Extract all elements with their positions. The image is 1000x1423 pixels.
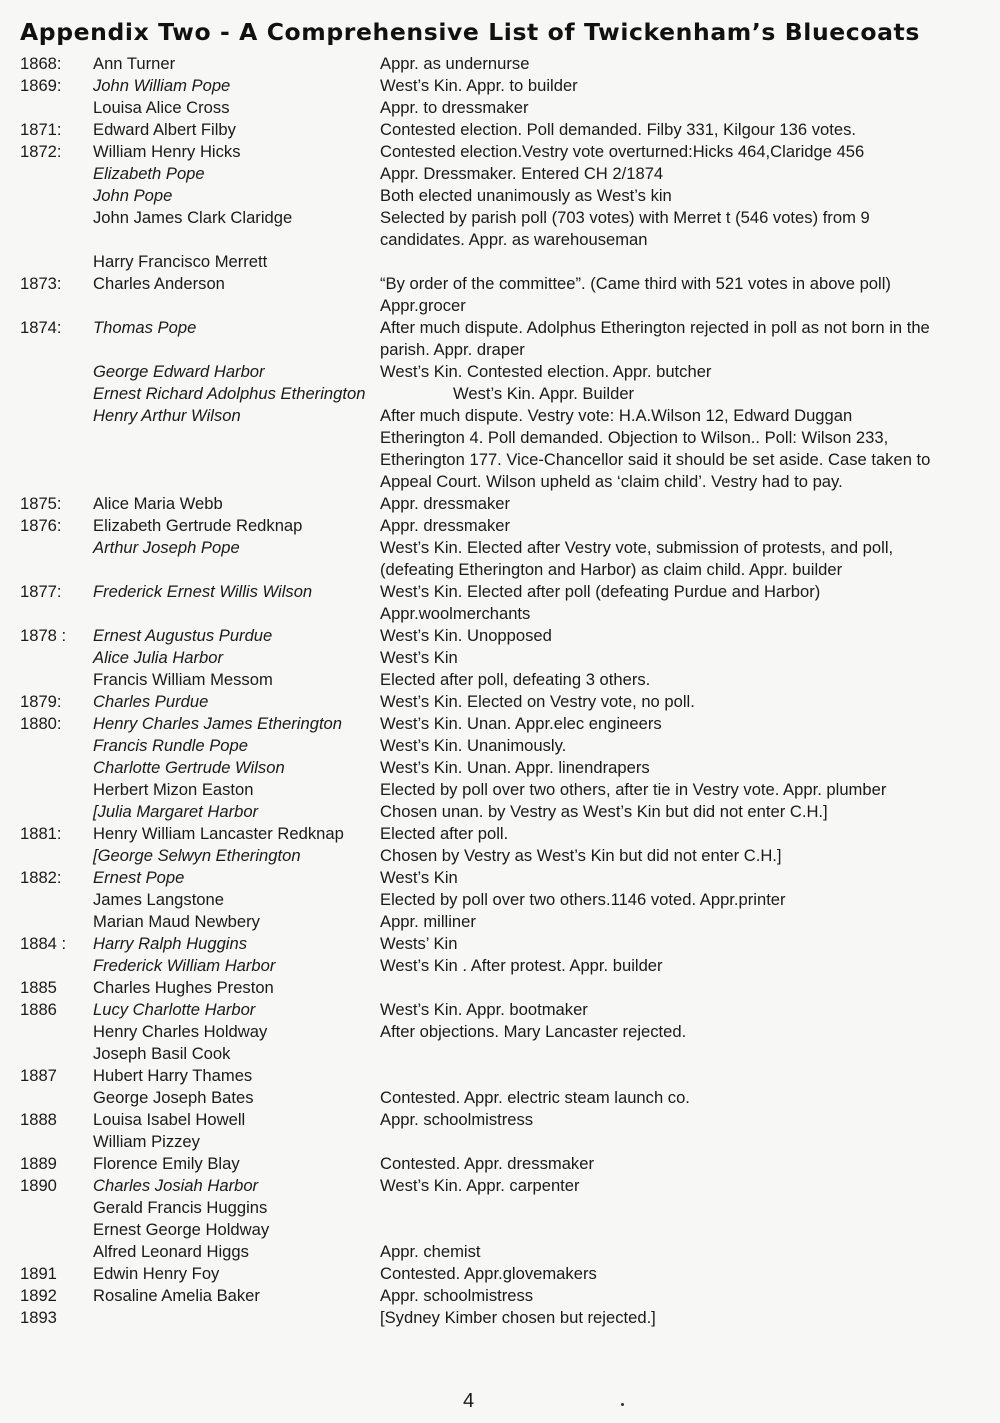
list-item [0, 581, 1000, 625]
entry-note: [Sydney Kimber chosen but rejected.] [380, 1308, 656, 1327]
entry-name: Ernest Pope [93, 868, 185, 887]
list-item [0, 691, 1000, 713]
list-item [0, 713, 1000, 735]
entry-name: Henry Charles Holdway [93, 1022, 268, 1041]
entry-name: Thomas Pope [93, 318, 197, 337]
list-item [0, 999, 1000, 1021]
entry-year: 1893 [20, 1308, 57, 1327]
bluecoats-list [0, 53, 1000, 1329]
entry-name: Ernest Augustus Purdue [93, 626, 273, 645]
entry-name: Harry Francisco Merrett [93, 252, 268, 271]
entry-name: Marian Maud Newbery [93, 912, 260, 931]
entry-name: Harry Ralph Huggins [93, 934, 248, 953]
entry-name: Louisa Isabel Howell [93, 1110, 246, 1129]
list-item [0, 515, 1000, 537]
entry-year: 1885 [20, 978, 57, 997]
page-title: Appendix Two - A Comprehensive List of Twickenham’s Bluecoats [20, 18, 920, 46]
list-item [0, 537, 1000, 581]
entry-note: West’s Kin [380, 648, 458, 667]
entry-year: 1890 [20, 1176, 57, 1195]
entry-note: “By order of the committee”. (Came third with 521 votes in above poll) Appr.grocer [380, 274, 891, 315]
entry-name: William Henry Hicks [93, 142, 241, 161]
entry-year: 1889 [20, 1154, 57, 1173]
entry-name: Elizabeth Gertrude Redknap [93, 516, 303, 535]
entry-year: 1892 [20, 1286, 57, 1305]
entry-note: Appr. milliner [380, 912, 476, 931]
entry-name: William Pizzey [93, 1132, 200, 1151]
entry-note [380, 1065, 935, 1087]
entry-name: James Langstone [93, 890, 224, 909]
entry-year: 1878 : [20, 626, 67, 645]
entry-note: Appr. dressmaker [380, 494, 511, 513]
list-item [0, 361, 1000, 383]
entry-note: West’s Kin. Unopposed [380, 626, 552, 645]
entry-note [380, 1131, 935, 1153]
entry-name: Alfred Leonard Higgs [93, 1242, 249, 1261]
entry-note [380, 1043, 935, 1065]
entry-name: Hubert Harry Thames [93, 1066, 253, 1085]
entry-note: Elected by poll over two others.1146 voted. Appr.printer [380, 890, 786, 909]
list-item [0, 53, 1000, 75]
entry-name: Frederick William Harbor [93, 956, 276, 975]
entry-year: 1877: [20, 582, 62, 601]
list-item [0, 1109, 1000, 1131]
entry-name: Edward Albert Filby [93, 120, 236, 139]
entry-note: Contested. Appr.glovemakers [380, 1264, 597, 1283]
entry-name: [George Selwyn Etherington [93, 846, 301, 865]
list-item [0, 207, 1000, 251]
entry-year: 1888 [20, 1110, 57, 1129]
entry-name: Charles Hughes Preston [93, 978, 274, 997]
list-item [0, 625, 1000, 647]
list-item [0, 1153, 1000, 1175]
entry-name: Arthur Joseph Pope [93, 538, 240, 557]
entry-year: 1868: [20, 54, 62, 73]
entry-note: Appr. as undernurse [380, 54, 530, 73]
list-item [0, 647, 1000, 669]
list-item [0, 1241, 1000, 1263]
list-item [0, 1043, 1000, 1065]
list-item [0, 669, 1000, 691]
entry-note: Chosen by Vestry as West’s Kin but did not enter C.H.] [380, 846, 782, 865]
entry-name: Henry Charles James Etherington [93, 714, 343, 733]
entry-note [380, 1197, 935, 1219]
entry-note [380, 251, 935, 273]
entry-name: Herbert Mizon Easton [93, 780, 254, 799]
list-item [0, 955, 1000, 977]
entry-name: John Pope [93, 186, 173, 205]
list-item [0, 1307, 1000, 1329]
entry-year: 1881: [20, 824, 62, 843]
entry-note: Appr. schoolmistress [380, 1286, 534, 1305]
list-item [0, 735, 1000, 757]
list-item [0, 493, 1000, 515]
entry-note: West’s Kin. Unan. Appr. linendrapers [380, 758, 650, 777]
entry-name: Ann Turner [93, 54, 176, 73]
entry-name: John William Pope [93, 76, 231, 95]
entry-year: 1874: [20, 318, 62, 337]
entry-note: West’s Kin. Elected after Vestry vote, submission of protests, and poll, (defeating Etherington and Harbor) as claim child. Appr. builder [380, 538, 894, 579]
list-item [0, 911, 1000, 933]
entry-note: Appr. dressmaker [380, 516, 511, 535]
entry-note: Elected after poll, defeating 3 others. [380, 670, 651, 689]
list-item [0, 75, 1000, 97]
list-item [0, 845, 1000, 867]
page-number: 4 [463, 1390, 475, 1412]
entry-year: 1887 [20, 1066, 57, 1085]
entry-note: West’s Kin. Elected after poll (defeating Purdue and Harbor) Appr.woolmerchants [380, 582, 821, 623]
list-item [0, 141, 1000, 163]
list-item [0, 757, 1000, 779]
entry-note: Contested. Appr. dressmaker [380, 1154, 594, 1173]
entry-name: Henry Arthur Wilson [93, 406, 241, 425]
entry-name: Rosaline Amelia Baker [93, 1286, 260, 1305]
entry-note: Wests’ Kin [380, 934, 458, 953]
entry-name: Francis William Messom [93, 670, 273, 689]
entry-name: Frederick Ernest Willis Wilson [93, 582, 313, 601]
entry-note: After much dispute. Adolphus Etherington rejected in poll as not born in the parish. Appr. draper [380, 318, 930, 359]
entry-year: 1876: [20, 516, 62, 535]
entry-name: Ernest George Holdway [93, 1220, 270, 1239]
list-item [0, 1021, 1000, 1043]
entry-note: West’s Kin . After protest. Appr. builder [380, 956, 663, 975]
list-item [0, 317, 1000, 361]
list-item [0, 1087, 1000, 1109]
entry-name: Lucy Charlotte Harbor [93, 1000, 256, 1019]
entry-note: Appr. schoolmistress [380, 1110, 534, 1129]
entry-name: John James Clark Claridge [93, 208, 293, 227]
entry-note: Contested election. Poll demanded. Filby 331, Kilgour 136 votes. [380, 120, 856, 139]
entry-year: 1869: [20, 76, 62, 95]
list-item [0, 1175, 1000, 1197]
entry-name: Joseph Basil Cook [93, 1044, 231, 1063]
entry-note: Chosen unan. by Vestry as West’s Kin but did not enter C.H.] [380, 802, 828, 821]
list-item [0, 889, 1000, 911]
entry-name: Charlotte Gertrude Wilson [93, 758, 285, 777]
entry-note: West’s Kin. Elected on Vestry vote, no poll. [380, 692, 695, 711]
list-item [0, 1065, 1000, 1087]
entry-note: Contested. Appr. electric steam launch co. [380, 1088, 690, 1107]
entry-year: 1891 [20, 1264, 57, 1283]
entry-note: After much dispute. Vestry vote: H.A.Wilson 12, Edward Duggan Etherington 4. Poll demanded. Objection to Wilson.. Poll: Wilson 233, Etherington 177. Vice-Chancellor said it should be set aside. Case taken to Appeal Court. Wilson upheld as ‘claim child’. Vestry had to pay. [380, 406, 931, 491]
entry-year: 1875: [20, 494, 62, 513]
entry-year: 1882: [20, 868, 62, 887]
list-item [0, 119, 1000, 141]
entry-note: West’s Kin. Contested election. Appr. butcher [380, 362, 712, 381]
entry-note [380, 977, 935, 999]
list-item [0, 867, 1000, 889]
entry-note: After objections. Mary Lancaster rejected. [380, 1022, 687, 1041]
entry-note: Both elected unanimously as West’s kin [380, 186, 672, 205]
entry-note: West’s Kin. Unan. Appr.elec engineers [380, 714, 662, 733]
list-item [0, 1131, 1000, 1153]
list-item [0, 383, 1000, 405]
list-item [0, 1219, 1000, 1241]
list-item [0, 1263, 1000, 1285]
list-item [0, 1285, 1000, 1307]
entry-name: Alice Maria Webb [93, 494, 223, 513]
list-item [0, 977, 1000, 999]
entry-note: Appr. chemist [380, 1242, 481, 1261]
entry-year: 1880: [20, 714, 62, 733]
entry-note: Elected by poll over two others, after tie in Vestry vote. Appr. plumber [380, 780, 887, 799]
entry-note: West’s Kin. Unanimously. [380, 736, 567, 755]
entry-name: Alice Julia Harbor [93, 648, 224, 667]
entry-name: Elizabeth Pope [93, 164, 205, 183]
entry-name: George Edward Harbor [93, 362, 265, 381]
entry-note: Contested election.Vestry vote overturned:Hicks 464,Claridge 456 [380, 142, 865, 161]
list-item [0, 273, 1000, 317]
list-item [0, 823, 1000, 845]
entry-year: 1873: [20, 274, 62, 293]
entry-name: Gerald Francis Huggins [93, 1198, 268, 1217]
entry-name: Francis Rundle Pope [93, 736, 248, 755]
entry-note: West’s Kin. Appr. bootmaker [380, 1000, 588, 1019]
entry-note: Elected after poll. [380, 824, 509, 843]
list-item [0, 801, 1000, 823]
entry-year: 1886 [20, 1000, 57, 1019]
list-item [0, 933, 1000, 955]
entry-name: Florence Emily Blay [93, 1154, 240, 1173]
list-item [0, 185, 1000, 207]
entry-note: Appr. to dressmaker [380, 98, 529, 117]
entry-note: Selected by parish poll (703 votes) with Merret t (546 votes) from 9 candidates. Appr. as warehouseman [380, 208, 870, 249]
entry-name: Louisa Alice Cross [93, 98, 230, 117]
entry-name: Charles Purdue [93, 692, 209, 711]
entry-name: Charles Anderson [93, 274, 225, 293]
list-item [0, 779, 1000, 801]
entry-note: West’s Kin. Appr. to builder [380, 76, 578, 95]
entry-name: George Joseph Bates [93, 1088, 254, 1107]
list-item [0, 163, 1000, 185]
entry-note: West’s Kin. Appr. Builder [453, 384, 635, 403]
entry-year: 1879: [20, 692, 62, 711]
entry-note: West’s Kin [380, 868, 458, 887]
entry-year: 1884 : [20, 934, 67, 953]
list-item [0, 1197, 1000, 1219]
entry-note: Appr. Dressmaker. Entered CH 2/1874 [380, 164, 664, 183]
entry-name: [Julia Margaret Harbor [93, 802, 259, 821]
list-item [0, 405, 1000, 493]
list-item [0, 251, 1000, 273]
entry-name: Edwin Henry Foy [93, 1264, 220, 1283]
entry-name: Charles Josiah Harbor [93, 1176, 259, 1195]
list-item [0, 97, 1000, 119]
entry-name: Ernest Richard Adolphus Etherington [93, 384, 366, 403]
entry-name: Henry William Lancaster Redknap [93, 824, 344, 843]
scan-speck [621, 1403, 624, 1406]
entry-note: West’s Kin. Appr. carpenter [380, 1176, 580, 1195]
entry-year: 1872: [20, 142, 62, 161]
entry-note [380, 1219, 935, 1241]
entry-year: 1871: [20, 120, 62, 139]
